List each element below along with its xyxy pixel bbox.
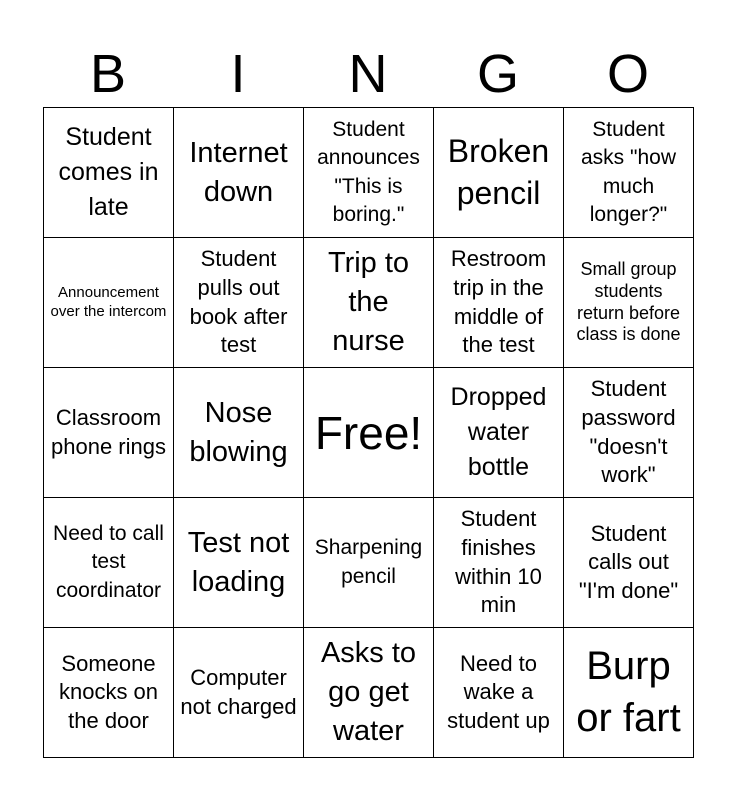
bingo-cell[interactable]: Student asks "how much longer?"	[564, 108, 694, 238]
bingo-cell[interactable]: Burp or fart	[564, 628, 694, 758]
bingo-cell[interactable]: Test not loading	[174, 498, 304, 628]
bingo-cell[interactable]: Restroom trip in the middle of the test	[434, 238, 564, 368]
bingo-cell[interactable]: Someone knocks on the door	[44, 628, 174, 758]
header-letter-n: N	[348, 44, 388, 104]
bingo-cell[interactable]: Broken pencil	[434, 108, 564, 238]
bingo-cell[interactable]: Student announces "This is boring."	[304, 108, 434, 238]
bingo-cell[interactable]: Classroom phone rings	[44, 368, 174, 498]
header-letter-o: O	[606, 44, 649, 104]
bingo-cell[interactable]: Nose blowing	[174, 368, 304, 498]
bingo-cell[interactable]: Sharpening pencil	[304, 498, 434, 628]
bingo-cell[interactable]: Need to wake a student up	[434, 628, 564, 758]
header-letter-b: B	[89, 44, 127, 104]
header-letter-i: I	[230, 44, 246, 104]
bingo-cell[interactable]: Computer not charged	[174, 628, 304, 758]
bingo-cell[interactable]: Announcement over the intercom	[44, 238, 174, 368]
bingo-board	[43, 107, 694, 758]
bingo-cell[interactable]: Student password "doesn't work"	[564, 368, 694, 498]
bingo-cell[interactable]: Student calls out "I'm done"	[564, 498, 694, 628]
header-letter-g: G	[476, 44, 519, 104]
bingo-cell[interactable]: Trip to the nurse	[304, 238, 434, 368]
bingo-cell[interactable]: Student pulls out book after test	[174, 238, 304, 368]
bingo-cell[interactable]: Need to call test coordinator	[44, 498, 174, 628]
bingo-cell[interactable]: Asks to go get water	[304, 628, 434, 758]
bingo-cell[interactable]: Internet down	[174, 108, 304, 238]
bingo-cell[interactable]: Student comes in late	[44, 108, 174, 238]
bingo-cell[interactable]: Student finishes within 10 min	[434, 498, 564, 628]
bingo-cell[interactable]: Small group students return before class is done	[564, 238, 694, 368]
bingo-cell[interactable]: Dropped water bottle	[434, 368, 564, 498]
free-space[interactable]: Free!	[304, 368, 434, 498]
bingo-header	[43, 40, 693, 108]
